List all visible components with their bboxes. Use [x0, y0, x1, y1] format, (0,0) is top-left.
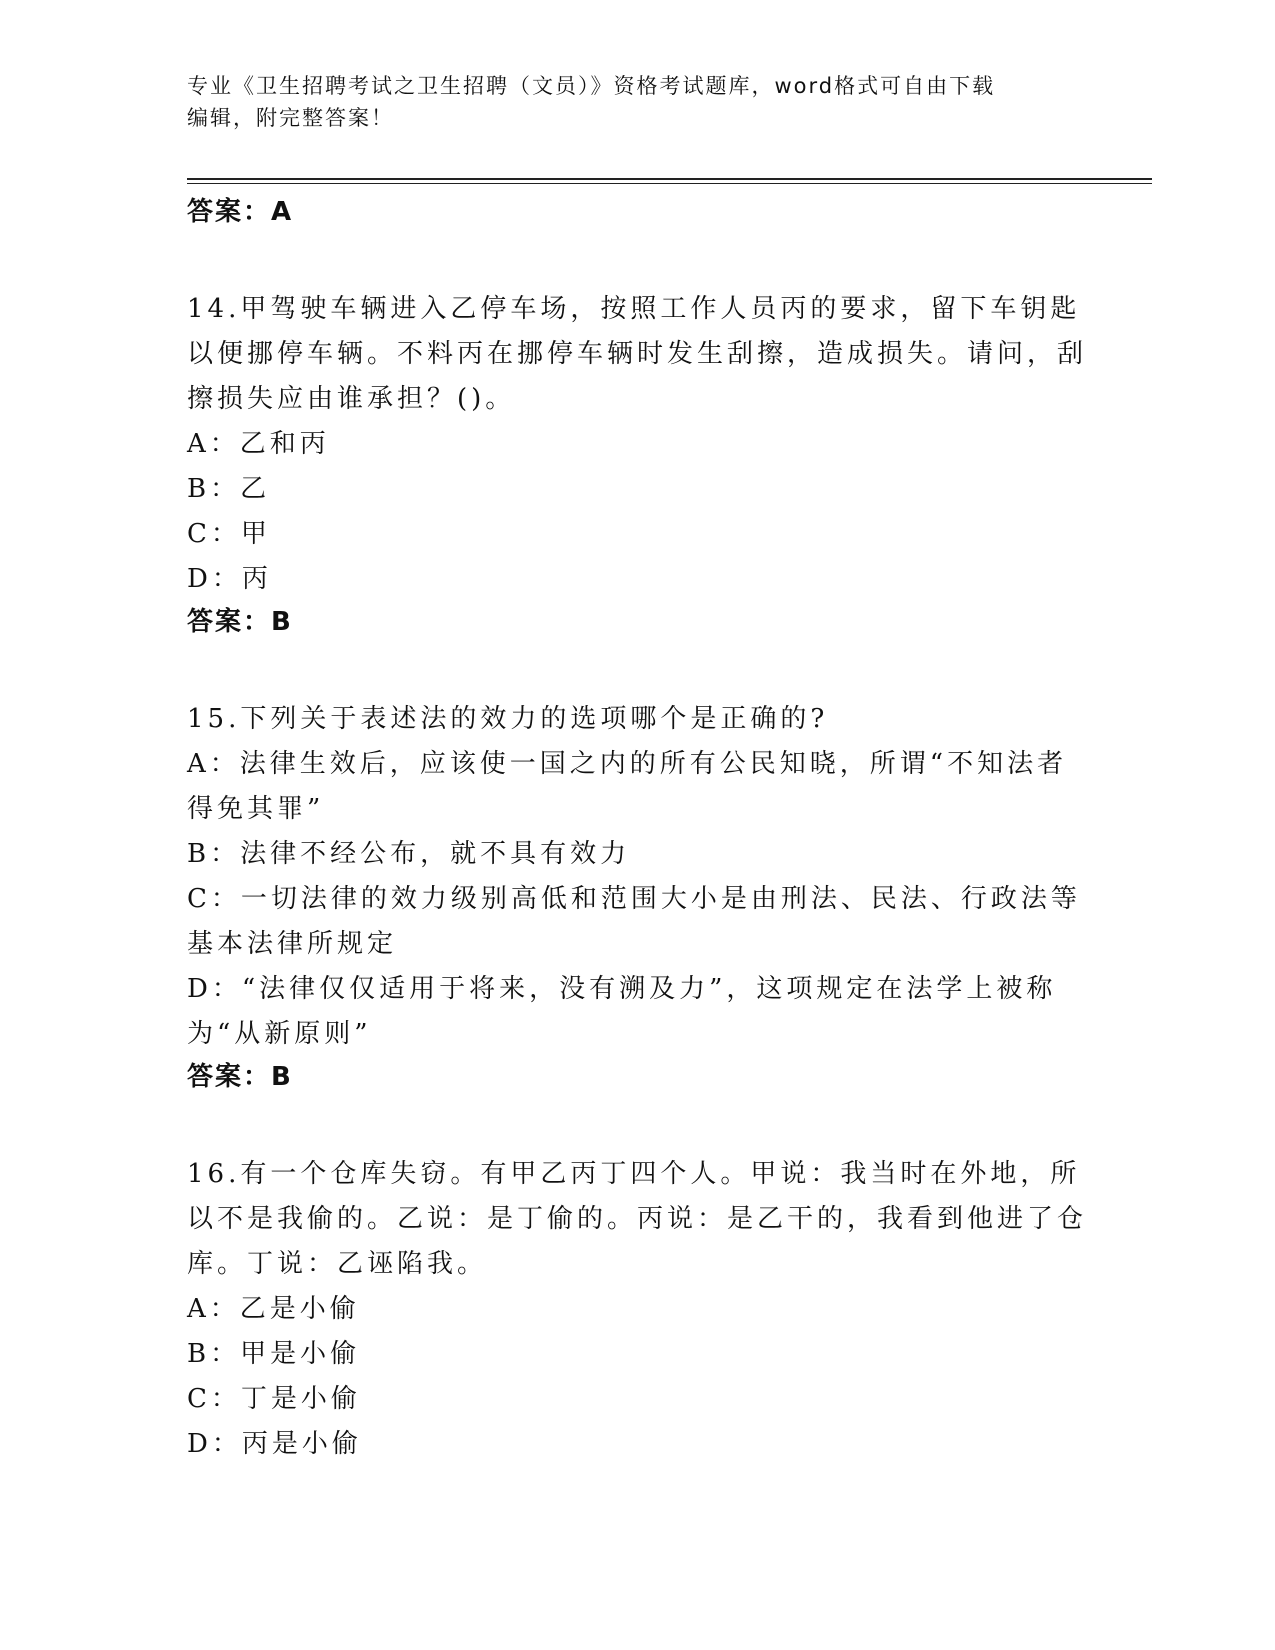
header-rule-thin [187, 183, 1152, 184]
option-b: B：甲是小偷 [187, 1339, 361, 1369]
option-a: A：法律生效后，应该使一国之内的所有公民知晓，所谓“不知法者得免其罪” [187, 749, 1068, 824]
question-answer: 答案：B [187, 607, 293, 637]
question-stem: 15.下列关于表述法的效力的选项哪个是正确的? [187, 704, 829, 734]
question-14 [187, 287, 1087, 642]
header-rule-thick [187, 178, 1152, 180]
option-d: D：“法律仅仅适用于将来，没有溯及力”，这项规定在法学上被称为“从新原则” [187, 974, 1057, 1049]
header-line-1: 专业《卫生招聘考试之卫生招聘（文员）》资格考试题库，word格式可自由下载 [187, 74, 996, 98]
previous-answer: 答案：A [187, 197, 294, 227]
question-stem: 14.甲驾驶车辆进入乙停车场，按照工作人员丙的要求，留下车钥匙以便挪停车辆。不料丙在挪停车辆时发生刮擦，造成损失。请问，刮擦损失应由谁承担？()。 [187, 294, 1088, 414]
option-a: A：乙是小偷 [187, 1294, 360, 1324]
option-c: C：一切法律的效力级别高低和范围大小是由刑法、民法、行政法等基本法律所规定 [187, 884, 1081, 959]
option-d: D：丙是小偷 [187, 1429, 362, 1459]
option-b: B：乙 [187, 474, 271, 504]
question-16 [187, 1152, 1087, 1467]
header-line-2: 编辑，附完整答案！ [187, 106, 394, 130]
option-d: D：丙 [187, 564, 272, 594]
document-body [187, 190, 1087, 1467]
question-answer: 答案：B [187, 1062, 293, 1092]
option-c: C：甲 [187, 519, 271, 549]
document-header [187, 70, 1087, 134]
question-stem: 16.有一个仓库失窃。有甲乙丙丁四个人。甲说：我当时在外地，所以不是我偷的。乙说：是丁偷的。丙说：是乙干的，我看到他进了仓库。丁说：乙诬陷我。 [187, 1159, 1088, 1279]
option-b: B：法律不经公布，就不具有效力 [187, 839, 631, 869]
option-a: A：乙和丙 [187, 429, 330, 459]
option-c: C：丁是小偷 [187, 1384, 361, 1414]
question-15 [187, 697, 1087, 1097]
